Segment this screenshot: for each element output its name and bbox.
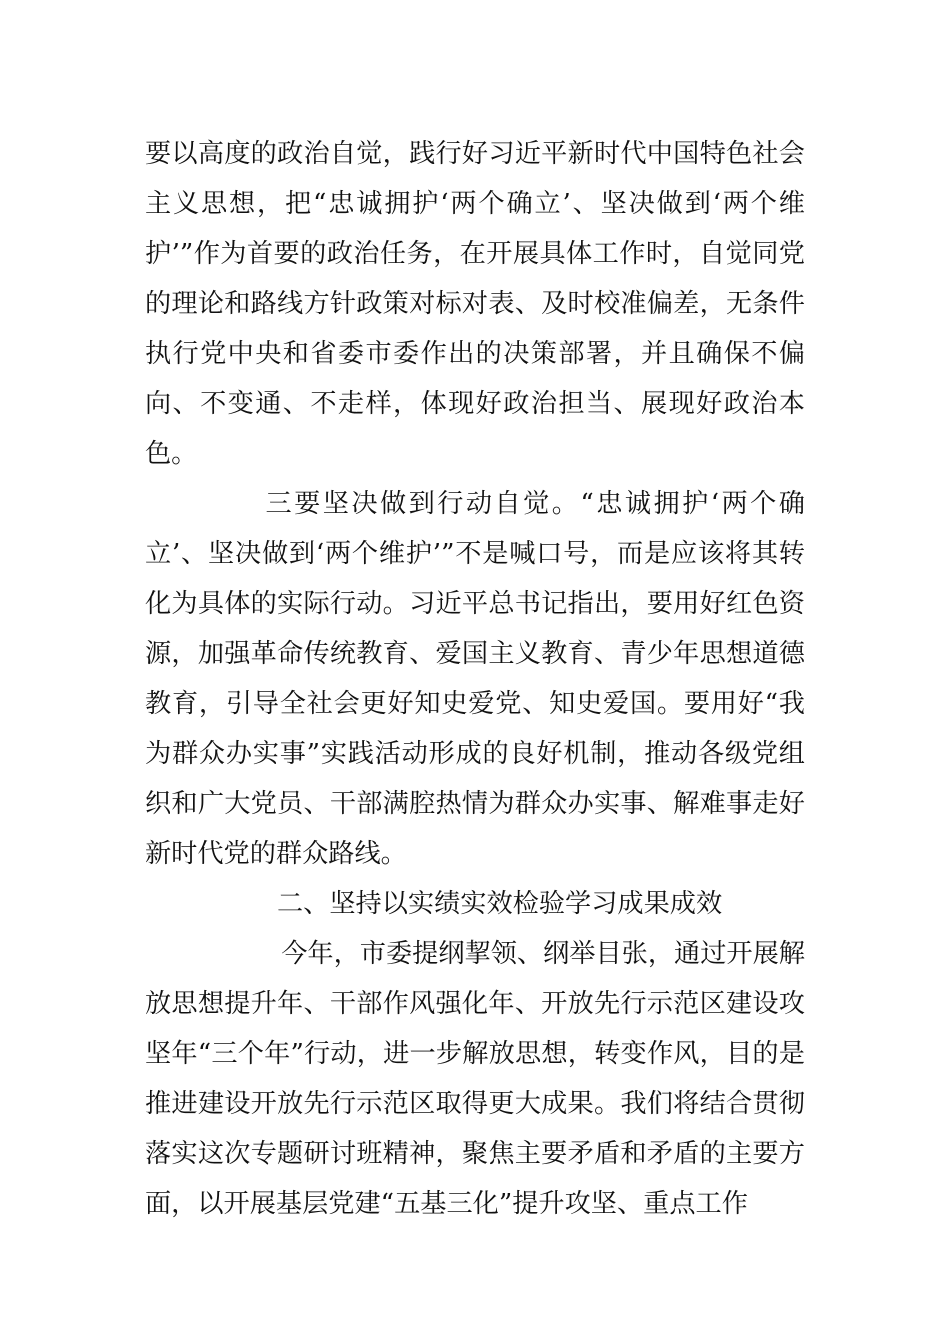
paragraph-action-consciousness: 三要坚决做到行动自觉。“忠诚拥护‘两个确立’、坚决做到‘两个维护’”不是喊口号，而是应该将其转化为具体的实际行动。习近平总书记指出，要用好红色资源，加强革命传统教育、爱国主义教育、青少年思想道德教育，引导全社会更好知史爱党、知史爱国。要用好“我为群众办实事”实践活动形成的良好机制，推动各级党组织和广大党员、干部满腔热情为群众办实事、解难事走好新时代党的群众路线。 xyxy=(145,489,805,869)
paragraph-this-year: 今年，市委提纲挈领、纲举目张，通过开展解放思想提升年、干部作风强化年、开放先行示范区建设攻坚年“三个年”行动，进一步解放思想，转变作风，目的是推进建设开放先行示范区取得更大成果。我们将结合贯彻落实这次专题研讨班精神，聚焦主要矛盾和矛盾的主要方面，以开展基层党建“五基三化”提升攻坚、重点工作 xyxy=(145,939,805,1219)
document-body xyxy=(145,129,805,1229)
paragraph-political-consciousness: 要以高度的政治自觉，践行好习近平新时代中国特色社会主义思想，把“忠诚拥护‘两个确立’、坚决做到‘两个维护’”作为首要的政治任务，在开展具体工作时，自觉同党的理论和路线方针政策对标对表、及时校准偏差，无条件执行党中央和省委市委作出的决策部署，并且确保不偏向、不变通、不走样，体现好政治担当、展现好政治本色。 xyxy=(145,139,805,469)
section-heading: 二、坚持以实绩实效检验学习成果成效 xyxy=(277,889,723,919)
